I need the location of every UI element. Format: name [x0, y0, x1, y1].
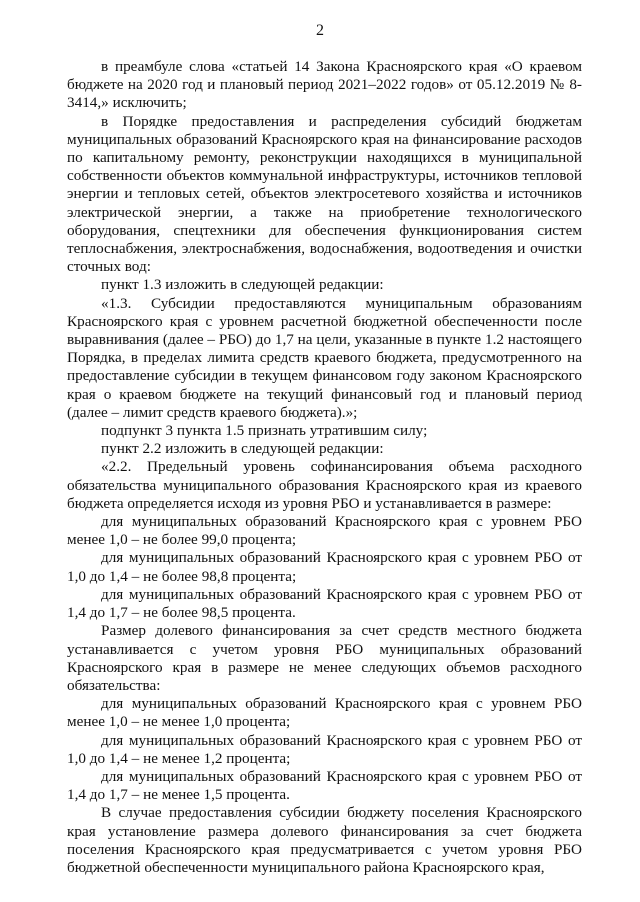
paragraph-order-title: в Порядке предоставления и распределения субсидий бюджетам муниципальных образований Красноярского края на финансирование расходов по капитальному ремонту, реконструкции находящихся в муниципальной собственности объектов коммунальной инфраструктуры, источников тепловой энергии и тепловых сетей, объектов электросетевого хозяйства и источников электрической энергии, а также на приобретение технологического оборудования, спецтехники для обеспечения функционирования систем теплоснабжения, электроснабжения, водоснабжения, водоотведения и очистки сточных вод: [67, 112, 582, 276]
paragraph-local-share-1: для муниципальных образований Красноярского края с уровнем РБО менее 1,0 – не менее 1,0 процента; [67, 695, 582, 731]
paragraph-local-share-2: для муниципальных образований Красноярского края с уровнем РБО от 1,0 до 1,4 – не менее 1,2 процента; [67, 731, 582, 767]
paragraph-point-1-3-text: «1.3. Субсидии предоставляются муниципальным образованиям Красноярского края с уровнем расчетной бюджетной обеспеченности после выравнивания (далее – РБО) до 1,7 на цели, указанные в пункте 1.2 настоящего Порядка, в пределах лимита средств краевого бюджета, предусмотренного на предоставление субсидии в текущем финансовом году законом Красноярского края о краевом бюджете на текущий финансовый год и плановый период (далее – лимит средств краевого бюджета).»; [67, 294, 582, 421]
paragraph-rbo-level-1: для муниципальных образований Красноярского края с уровнем РБО менее 1,0 – не более 99,0 процента; [67, 513, 582, 549]
paragraph-rbo-level-3: для муниципальных образований Красноярского края с уровнем РБО от 1,4 до 1,7 – не более 98,5 процента. [67, 585, 582, 622]
paragraph-settlement-case: В случае предоставления субсидии бюджету поселения Красноярского края установление размера долевого финансирования за счет бюджета поселения Красноярского края предусматривается с учетом уровня РБО бюджетной обеспеченности муниципального района Красноярского края, [67, 804, 582, 876]
document-body [67, 58, 582, 877]
paragraph-rbo-level-2: для муниципальных образований Красноярского края с уровнем РБО от 1,0 до 1,4 – не более 98,8 процента; [67, 549, 582, 585]
page-number: 2 [316, 22, 324, 39]
paragraph-subpoint-1-5: подпункт 3 пункта 1.5 признать утратившим силу; [101, 422, 428, 440]
paragraph-point-2-2-intro: пункт 2.2 изложить в следующей редакции: [101, 440, 384, 458]
paragraph-local-share-3: для муниципальных образований Красноярского края с уровнем РБО от 1,4 до 1,7 – не менее 1,5 процента. [67, 767, 582, 804]
paragraph-point-1-3-intro: пункт 1.3 изложить в следующей редакции: [101, 276, 384, 294]
paragraph-preamble: в преамбуле слова «статьей 14 Закона Красноярского края «О краевом бюджете на 2020 год и плановый период 2021–2022 годов» от 05.12.2019 № 8-3414,» исключить; [67, 58, 582, 112]
paragraph-local-share-intro: Размер долевого финансирования за счет средств местного бюджета устанавливается с учетом уровня РБО муниципальных образований Красноярского края в размере не менее следующих объемов расходного обязательства: [67, 622, 582, 694]
paragraph-point-2-2-text: «2.2. Предельный уровень софинансирования объема расходного обязательства муниципального образования Красноярского края из краевого бюджета определяется исходя из уровня РБО и устанавливается в размере: [67, 458, 582, 512]
